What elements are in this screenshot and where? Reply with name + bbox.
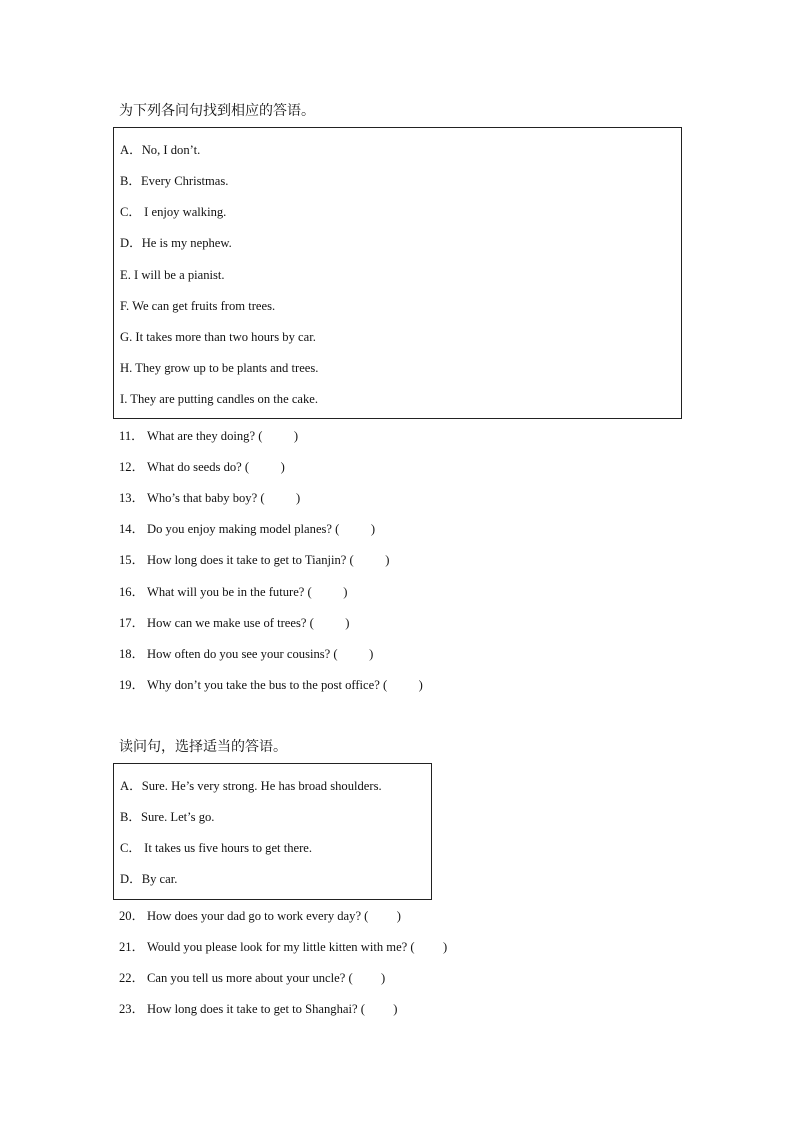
question-19: [119, 677, 423, 693]
close-paren: ): [393, 1002, 398, 1016]
answer-blank[interactable]: [262, 429, 293, 443]
section1-heading: 为下列各问句找到相应的答语。: [119, 104, 315, 119]
question-text: How long does it take to get to Tianjin? (: [147, 553, 354, 567]
option-d: D．By car.: [120, 872, 178, 886]
question-number: 18．: [119, 647, 145, 661]
close-paren: ): [418, 678, 423, 692]
close-paren: ): [381, 971, 386, 985]
question-number: 14．: [119, 522, 145, 536]
question-text: What are they doing? (: [147, 429, 263, 443]
question-13: [119, 490, 300, 506]
question-22: [119, 970, 385, 986]
option-d: D．He is my nephew.: [120, 236, 232, 250]
option-b: B．Every Christmas.: [120, 174, 229, 188]
question-text: What will you be in the future? (: [147, 585, 312, 599]
option-c: C． It takes us five hours to get there.: [120, 841, 313, 855]
answer-blank[interactable]: [387, 678, 418, 692]
section2-options-box: [113, 763, 432, 900]
close-paren: ): [280, 460, 285, 474]
question-number: 21．: [119, 940, 145, 954]
close-paren: ): [396, 909, 401, 923]
question-text: How does your dad go to work every day? (: [147, 909, 369, 923]
section2-heading: 读问句，选择适当的答语。: [119, 740, 287, 755]
answer-blank[interactable]: [415, 940, 443, 954]
option-b: B．Sure. Let’s go.: [120, 810, 215, 824]
question-text: Can you tell us more about your uncle? (: [147, 971, 353, 985]
question-17: [119, 615, 349, 631]
close-paren: ): [442, 940, 448, 954]
close-paren: ): [345, 616, 350, 630]
question-number: 12．: [119, 460, 145, 474]
question-text: How can we make use of trees? (: [147, 616, 314, 630]
question-number: 11．: [119, 429, 144, 443]
option-e: E. I will be a pianist.: [120, 268, 225, 282]
question-number: 20．: [119, 909, 145, 923]
question-number: 13．: [119, 491, 145, 505]
question-text: How long does it take to get to Shanghai? (: [147, 1002, 365, 1016]
option-i: I. They are putting candles on the cake.: [120, 392, 319, 406]
question-18: [119, 646, 373, 662]
close-paren: ): [369, 647, 374, 661]
question-number: 22．: [119, 971, 145, 985]
question-text: How often do you see your cousins? (: [147, 647, 338, 661]
question-14: [119, 521, 375, 537]
question-21: [119, 939, 447, 955]
question-text: Do you enjoy making model planes? (: [147, 522, 340, 536]
question-number: 15．: [119, 553, 145, 567]
question-12: [119, 459, 285, 475]
question-number: 23．: [119, 1002, 145, 1016]
option-g: G. It takes more than two hours by car.: [120, 330, 316, 344]
close-paren: ): [370, 522, 376, 536]
question-23: [119, 1001, 397, 1017]
option-c: C． I enjoy walking.: [120, 205, 227, 219]
question-number: 19．: [119, 678, 145, 692]
option-a: A．Sure. He’s very strong. He has broad shoulders.: [120, 779, 382, 793]
question-20: [119, 908, 401, 924]
option-h: H. They grow up to be plants and trees.: [120, 361, 319, 375]
question-15: [119, 552, 389, 568]
option-f: F. We can get fruits from trees.: [120, 299, 276, 313]
answer-blank[interactable]: [338, 647, 369, 661]
question-text: What do seeds do? (: [147, 460, 250, 474]
close-paren: ): [343, 585, 348, 599]
close-paren: ): [296, 491, 301, 505]
answer-blank[interactable]: [354, 553, 385, 567]
answer-blank[interactable]: [353, 971, 381, 985]
question-text: Who’s that baby boy? (: [147, 491, 265, 505]
answer-blank[interactable]: [312, 585, 343, 599]
section1-options-box: [113, 127, 682, 419]
close-paren: ): [293, 429, 299, 443]
question-number: 17．: [119, 616, 145, 630]
close-paren: ): [385, 553, 390, 567]
option-a: A．No, I don’t.: [120, 143, 201, 157]
question-text: Why don’t you take the bus to the post office? (: [147, 678, 388, 692]
answer-blank[interactable]: [265, 491, 296, 505]
answer-blank[interactable]: [314, 616, 345, 630]
question-16: [119, 584, 347, 600]
question-11: [119, 428, 298, 444]
answer-blank[interactable]: [249, 460, 280, 474]
question-number: 16．: [119, 585, 145, 599]
answer-blank[interactable]: [368, 909, 396, 923]
question-text: Would you please look for my little kitten with me? (: [147, 940, 415, 954]
answer-blank[interactable]: [339, 522, 370, 536]
answer-blank[interactable]: [365, 1002, 393, 1016]
